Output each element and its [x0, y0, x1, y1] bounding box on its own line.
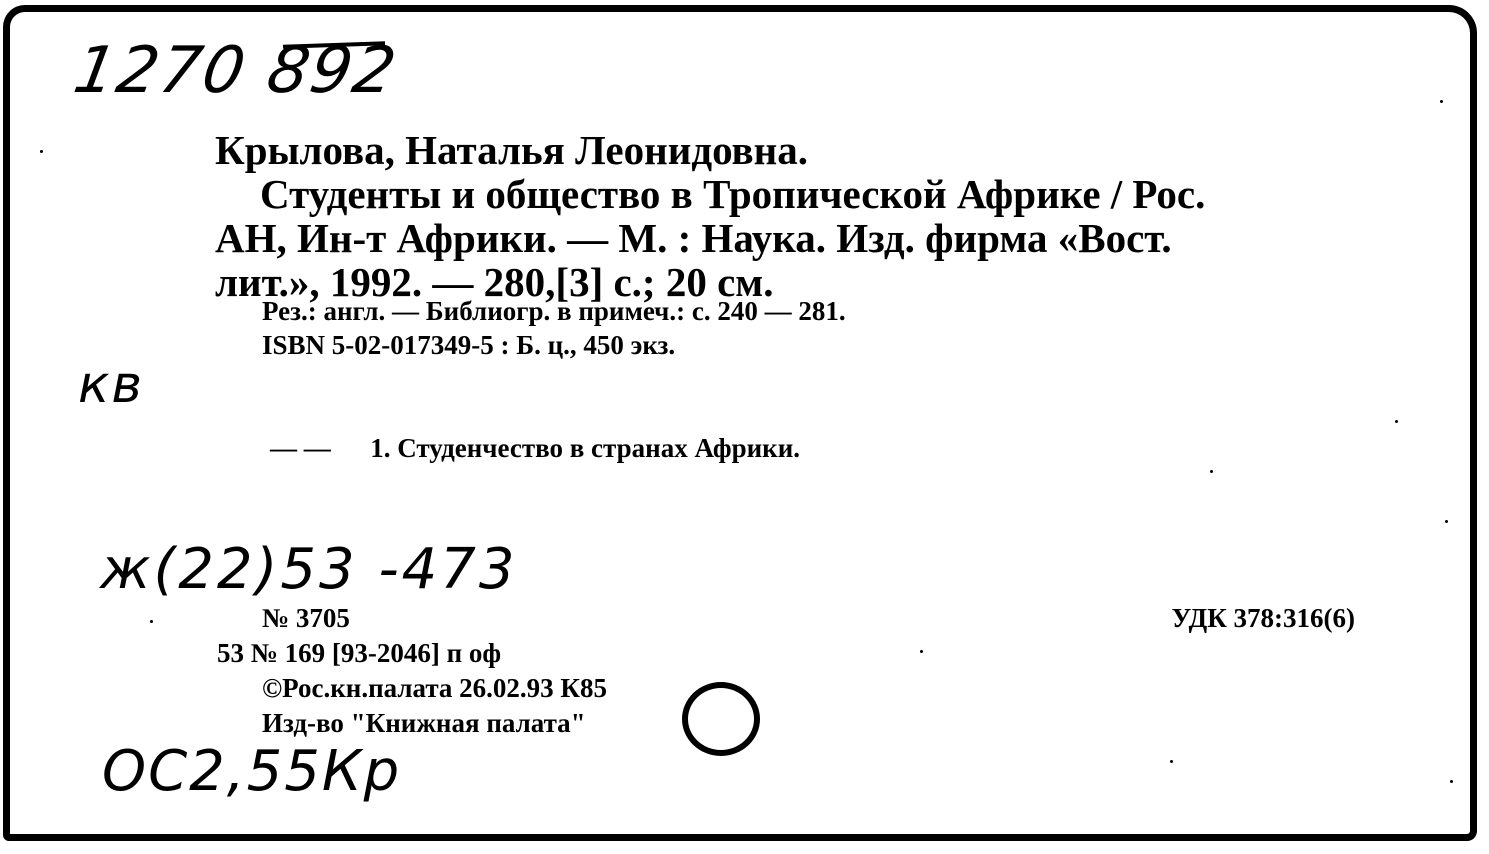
- handwritten-price-code: ОС2,55Кр: [102, 739, 402, 804]
- registration-number: 53 № 169 [93-2046] п оф: [217, 638, 502, 668]
- speck: [150, 620, 153, 623]
- subject-text: 1. Студенчество в странах Африки.: [370, 433, 801, 463]
- author-heading: Крылова, Наталья Леонидовна.: [215, 127, 809, 173]
- notes-line: Рез.: англ. — Библиогр. в примеч.: с. 240 — 281.: [262, 296, 846, 326]
- speck: [920, 650, 923, 653]
- copyright-line: ©Рос.кн.палата 26.02.93 К85: [262, 673, 608, 703]
- speck: [1170, 760, 1173, 763]
- speck: [1395, 420, 1398, 423]
- bibliographic-record: [215, 128, 1365, 304]
- subject-heading: [270, 432, 800, 464]
- handwritten-shelf-mark: ж(22)53 -473: [100, 537, 518, 602]
- stamp-circle: [682, 682, 760, 756]
- handwritten-mark-kv: кв: [78, 355, 145, 415]
- isbn-line: ISBN 5-02-017349-5 : Б. ц., 450 экз.: [262, 330, 676, 360]
- handwritten-inventory-number: 1270 892: [68, 34, 403, 108]
- title-line-3: лит.», 1992. — 280,[3] с.; 20 см.: [215, 259, 774, 305]
- speck: [40, 150, 43, 153]
- speck: [1450, 780, 1453, 783]
- speck: [1445, 520, 1448, 523]
- udk-code: УДК 378:316(6): [1171, 603, 1355, 633]
- subject-dashes: — —: [270, 433, 331, 463]
- speck: [1210, 470, 1213, 473]
- speck: [1440, 100, 1443, 103]
- title-line-2: АН, Ин-т Африки. — М. : Наука. Изд. фирма «Вост.: [215, 215, 1172, 261]
- title-line-1: Студенты и общество в Тропической Африке / Рос.: [260, 171, 1206, 217]
- card-number: № 3705: [262, 603, 350, 633]
- publisher-line: Изд-во "Книжная палата": [262, 708, 586, 738]
